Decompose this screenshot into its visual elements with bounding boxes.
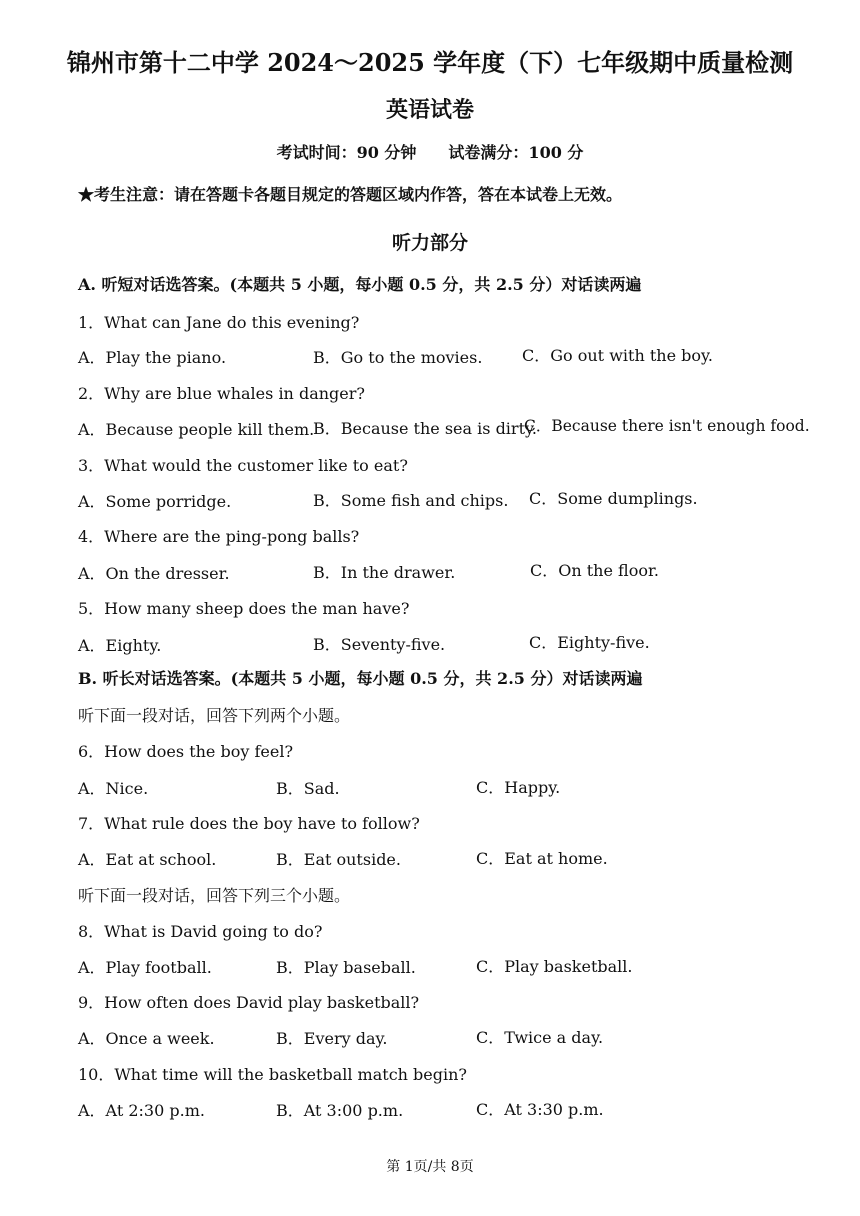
- q1-option-c: C．Go out with the boy.: [522, 346, 713, 365]
- question-10: 10．What time will the basketball match begin?: [78, 1065, 467, 1084]
- q5-option-b: B．Seventy-five.: [313, 635, 446, 654]
- q7-option-c: C．Eat at home.: [476, 849, 608, 868]
- exam-notice: ★考生注意：请在答题卡各题目规定的答题区域内作答，答在本试卷上无效。: [78, 185, 623, 204]
- q10-option-b: B．At 3:00 p.m.: [276, 1101, 404, 1120]
- q1-option-a: A．Play the piano.: [78, 348, 227, 367]
- q7-option-a: A．Eat at school.: [78, 850, 217, 869]
- q5-option-c: C．Eighty-five.: [529, 633, 650, 652]
- q2-option-c: C．Because there isn't enough food.: [524, 417, 810, 435]
- q8-option-b: B．Play baseball.: [276, 958, 416, 977]
- q3-option-c: C．Some dumplings.: [529, 489, 698, 508]
- question-4: 4．Where are the ping-pong balls?: [78, 527, 360, 546]
- q2-option-b: B．Because the sea is dirty.: [313, 419, 538, 438]
- question-1: 1．What can Jane do this evening?: [78, 313, 360, 332]
- q1-option-b: B．Go to the movies.: [313, 348, 483, 367]
- q9-option-c: C．Twice a day.: [476, 1028, 604, 1047]
- question-2: 2．Why are blue whales in danger?: [78, 384, 365, 403]
- part-b-heading: B. 听长对话选答案。(本题共 5 小题，每小题 0.5 分，共 2.5 分）对话读两遍: [78, 669, 643, 688]
- exam-meta: 考试时间：90 分钟 试卷满分：100 分: [276, 143, 584, 162]
- section-title: 听力部分: [391, 232, 468, 254]
- q3-option-b: B．Some fish and chips.: [313, 491, 509, 510]
- q8-option-c: C．Play basketball.: [476, 957, 633, 976]
- question-9: 9．How often does David play basketball?: [78, 993, 420, 1012]
- exam-title: 锦州市第十二中学 2024～2025 学年度（下）七年级期中质量检测: [66, 48, 794, 77]
- q6-option-c: C．Happy.: [476, 778, 561, 797]
- q4-option-b: B．In the drawer.: [313, 563, 456, 582]
- q9-option-a: A．Once a week.: [78, 1029, 215, 1048]
- q6-option-b: B．Sad.: [276, 779, 340, 798]
- question-3: 3．What would the customer like to eat?: [78, 456, 408, 475]
- part-b-intro-2: 听下面一段对话，回答下列三个小题。: [78, 886, 351, 905]
- question-7: 7．What rule does the boy have to follow?: [78, 814, 420, 833]
- q8-option-a: A．Play football.: [78, 958, 212, 977]
- q3-option-a: A．Some porridge.: [78, 492, 232, 511]
- q10-option-a: A．At 2:30 p.m.: [78, 1101, 205, 1120]
- page-footer: 第 1页/共 8页: [386, 1159, 474, 1175]
- question-8: 8．What is David going to do?: [78, 922, 323, 941]
- q2-option-a: A．Because people kill them.: [78, 420, 315, 439]
- q6-option-a: A．Nice.: [78, 779, 149, 798]
- part-a-heading: A. 听短对话选答案。(本题共 5 小题，每小题 0.5 分，共 2.5 分）对话读两遍: [78, 275, 642, 294]
- q5-option-a: A．Eighty.: [78, 636, 162, 655]
- exam-subtitle: 英语试卷: [385, 97, 474, 123]
- q10-option-c: C．At 3:30 p.m.: [476, 1100, 604, 1119]
- question-5: 5．How many sheep does the man have?: [78, 599, 410, 618]
- q4-option-c: C．On the floor.: [530, 561, 659, 580]
- q4-option-a: A．On the dresser.: [78, 564, 230, 583]
- part-b-intro-1: 听下面一段对话，回答下列两个小题。: [78, 706, 351, 725]
- question-6: 6．How does the boy feel?: [78, 742, 294, 761]
- q9-option-b: B．Every day.: [276, 1029, 388, 1048]
- q7-option-b: B．Eat outside.: [276, 850, 401, 869]
